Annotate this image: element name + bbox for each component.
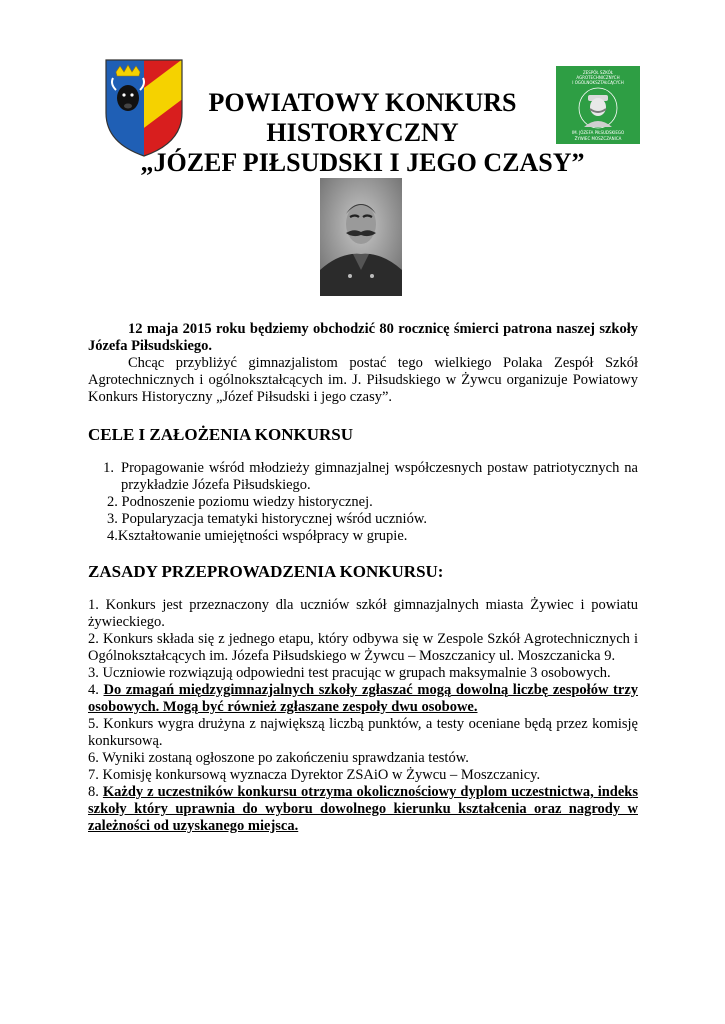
list-item-text: Propagowanie wśród młodzieży gimnazjalnej współczesnych postaw patriotycznych na przykładzie Józefa Piłsudskiego.: [121, 460, 638, 493]
page-title: [0, 88, 725, 178]
rule-7: 7. Komisję konkursową wyznacza Dyrektor ZSAiO w Żywcu – Moszczanicy.: [88, 767, 541, 783]
school-logo-line: AGROTECHNICZNYCH: [576, 75, 620, 80]
rule-5: 5. Konkurs wygra drużyna z największą liczbą punktów, a testy oceniane będą przez komisję konkursową.: [88, 716, 638, 749]
list-item-number: 1.: [103, 460, 114, 476]
rule-8-text: Każdy z uczestników konkursu otrzyma okolicznościowy dyplom uczestnictwa, indeks szkoły który uprawnia do wyboru dowolnego kierunku kształcenia oraz nagrody w zależności od uzyskanego miejsca.: [88, 784, 639, 834]
portrait-photo: [320, 178, 402, 296]
rule-1: 1. Konkurs jest przeznaczony dla uczniów szkół gimnazjalnych miasta Żywiec i powiatu żywieckiego.: [88, 597, 638, 630]
rule-2: 2. Konkurs składa się z jednego etapu, który odbywa się w Zespole Szkół Agrotechnicznych i Ogólnokształcących im. Józefa Piłsudskiego w Żywcu – Moszczanicy ul. Moszczanicka 9.: [88, 631, 638, 664]
list-item: 4.Kształtowanie umiejętności współpracy w grupie.: [107, 528, 408, 544]
list-item: [88, 460, 638, 494]
rules-heading: ZASADY PRZEPROWADZENIA KONKURSU:: [88, 562, 444, 581]
school-logo-line: IM. JÓZEFA PIŁSUDSKIEGO: [571, 130, 625, 135]
rule-4-number: 4.: [88, 682, 99, 698]
school-logo-line: ŻYWIEC MOSZCZANICA: [574, 136, 622, 141]
list-item: 3. Popularyzacja tematyki historycznej wśród uczniów.: [107, 511, 427, 527]
title-line-3: „JÓZEF PIŁSUDSKI I JEGO CZASY”: [140, 148, 585, 177]
rule-4: [88, 682, 638, 716]
title-line-1: POWIATOWY KONKURS: [208, 88, 517, 117]
rule-8: [88, 784, 638, 835]
rule-3: 3. Uczniowie rozwiązują odpowiedni test pracując w grupach maksymalnie 3 osobowych.: [88, 665, 611, 681]
school-logo-line: I OGÓLNOKSZTAŁCĄCYCH: [572, 80, 624, 85]
goals-heading: CELE I ZAŁOŻENIA KONKURSU: [88, 425, 353, 444]
rule-4-text: Do zmagań międzygimnazjalnych szkoły zgłaszać mogą dowolną liczbę zespołów trzy osobowych. Mogą być również zgłaszane zespoły dwu osobowe.: [88, 682, 639, 715]
intro-lead: 12 maja 2015 roku będziemy obchodzić 80 rocznicę śmierci patrona naszej szkoły Józefa Piłsudskiego.: [88, 321, 638, 354]
list-item: 2. Podnoszenie poziomu wiedzy historycznej.: [107, 494, 373, 510]
goals-list: [88, 460, 638, 545]
intro-body: Chcąc przybliżyć gimnazjalistom postać tego wielkiego Polaka Zespół Szkół Agrotechnicznych i ogólnokształcących im. J. Piłsudskiego w Żywcu organizuje Powiatowy Konkurs Historyczny „Józef Piłsudski i jego czasy”.: [88, 355, 638, 405]
rule-8-number: 8.: [88, 784, 99, 800]
title-line-2: HISTORYCZNY: [266, 118, 459, 147]
rules-list: [88, 597, 638, 835]
school-logo-line: ZESPÓŁ SZKÓŁ: [583, 70, 613, 75]
intro-section: [88, 321, 638, 406]
rule-6: 6. Wyniki zostaną ogłoszone po zakończeniu sprawdzania testów.: [88, 750, 469, 766]
